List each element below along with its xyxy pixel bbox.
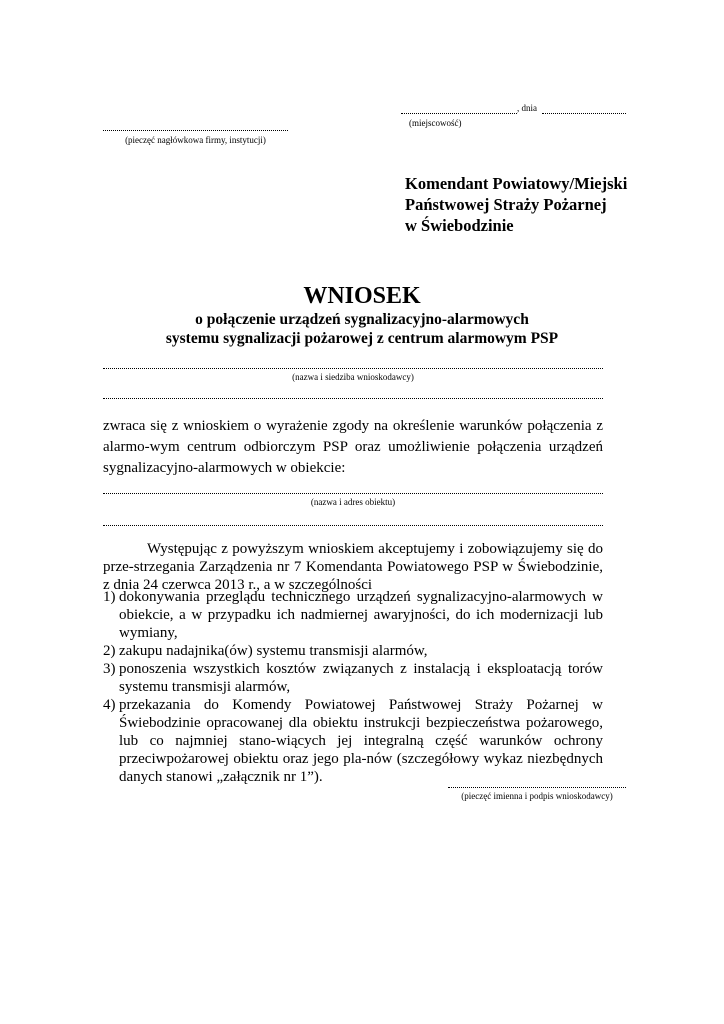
obligation-number: 3) — [103, 661, 116, 677]
obligation-item-1 — [103, 588, 603, 642]
place-fill-line[interactable] — [401, 113, 517, 114]
obligation-item-4 — [103, 696, 603, 786]
document-subtitle — [0, 310, 724, 348]
signature-fill-line[interactable] — [448, 787, 626, 788]
obligation-item-2 — [103, 642, 603, 660]
place-caption: (miejscowość) — [409, 118, 462, 128]
applicant-caption: (nazwa i siedziba wnioskodawcy) — [292, 372, 414, 382]
object-fill-line-2[interactable] — [103, 525, 603, 526]
body-paragraph: Występując z powyższym wnioskiem akceptujemy i zobowiązujemy się do prze-strzegania Zarządzenia nr 7 Komendanta Powiatowego PSP w Świebodzinie, z dnia 24 czerwca 2013 r., a w szczególności — [103, 541, 603, 593]
document-title: WNIOSEK — [303, 283, 421, 309]
obligation-number: 4) — [103, 697, 116, 713]
recipient-line-1: Komendant Powiatowy/Miejski — [405, 174, 628, 193]
date-fill-line[interactable] — [542, 113, 626, 114]
obligation-text: dokonywania przeglądu technicznego urządzeń sygnalizacyjno-alarmowych w obiekcie, a w przypadku ich nadmiernej awaryjności, do ich modernizacji lub wymiany, — [119, 589, 603, 641]
obligation-text: zakupu nadajnika(ów) systemu transmisji alarmów, — [119, 643, 428, 659]
obligations-list — [103, 588, 603, 786]
recipient-block — [405, 173, 627, 236]
obligation-text: przekazania do Komendy Powiatowej Państwowej Straży Pożarnej w Świebodzinie opracowanej dla obiektu instrukcji bezpieczeństwa pożarowego, lub co najmniej stano-wiących jej integralną część warunków ochrony przeciwpożarowej obiektu oraz jego pla-nów (szczegółowy wykaz niezbędnych danych stanowi „załącznik nr 1”). — [119, 697, 603, 785]
request-text: zwraca się z wnioskiem o wyrażenie zgody na określenie warunków połączenia z alarmo-wym centrum odbiorczym PSP oraz umożliwienie połączenia urządzeń sygnalizacyjno-alarmowych w obiekcie: — [103, 418, 603, 476]
obligation-number: 2) — [103, 643, 116, 659]
applicant-fill-line-2[interactable] — [103, 398, 603, 399]
applicant-fill-line-1[interactable] — [103, 368, 603, 369]
company-stamp-caption: (pieczęć nagłówkowa firmy, instytucji) — [125, 135, 266, 145]
recipient-line-3: w Świebodzinie — [405, 216, 514, 235]
subtitle-line-2: systemu sygnalizacji pożarowej z centrum alarmowym PSP — [165, 330, 559, 347]
obligation-number: 1) — [103, 589, 116, 605]
date-label: , dnia — [517, 103, 537, 113]
company-stamp-fill-line[interactable] — [103, 130, 288, 131]
object-caption: (nazwa i adres obiektu) — [310, 497, 396, 507]
subtitle-line-1: o połączenie urządzeń sygnalizacyjno-alarmowych — [195, 311, 529, 328]
obligation-text: ponoszenia wszystkich kosztów związanych z instalacją i eksploatacją torów systemu transmisji alarmów, — [119, 661, 603, 695]
obligation-item-3 — [103, 660, 603, 696]
object-fill-line-1[interactable] — [103, 493, 603, 494]
recipient-line-2: Państwowej Straży Pożarnej — [405, 195, 607, 214]
signature-caption: (pieczęć imienna i podpis wnioskodawcy) — [461, 791, 613, 801]
